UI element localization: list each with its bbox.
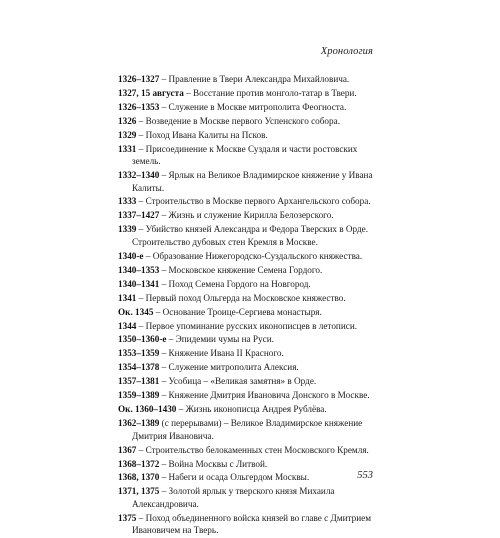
chronology-entry [118, 264, 380, 276]
entry-date: 1340–1341 [118, 278, 160, 289]
chronology-entry [118, 129, 380, 141]
entry-date: 1340-е [118, 250, 144, 261]
entry-date: 1340–1353 [118, 264, 160, 275]
entry-text: – Возведение в Москве первого Успенского собора. [136, 115, 340, 126]
entry-text: – Первое упоминание русских иконописцев в летописи. [136, 320, 358, 331]
chronology-entry [118, 333, 380, 345]
entry-date: 1344 [118, 320, 137, 331]
entry-text: – Восстание против монголо-татар в Твери. [183, 87, 357, 98]
chronology-entry [118, 417, 380, 442]
chronology-entry [118, 73, 380, 85]
chronology-entry [118, 320, 380, 332]
entry-text: – Поход Семена Гордого на Новгород. [159, 278, 311, 289]
entry-date: 1339 [118, 224, 137, 235]
entry-date: 1368–1372 [118, 458, 160, 469]
chronology-entry [118, 223, 380, 248]
chronology-entry [118, 485, 380, 510]
chronology-list [118, 73, 380, 538]
chronology-entry [118, 250, 380, 262]
entry-date: 1357–1381 [118, 376, 160, 387]
entry-text: – Княжение Ивана II Красного. [159, 348, 284, 359]
entry-date: 1331 [118, 143, 137, 154]
chronology-entry [118, 278, 380, 290]
entry-text: – Основание Троице-Сергиева монастыря. [153, 306, 322, 317]
entry-text: – Эпидемии чумы на Руси. [166, 334, 274, 345]
entry-date: Ок. 1360–1430 [118, 404, 177, 415]
entry-date: 1327, 15 августа [118, 87, 184, 98]
entry-date: 1326–1353 [118, 101, 160, 112]
entry-text: – Война Москвы с Литвой. [159, 458, 268, 469]
chronology-entry [118, 375, 380, 387]
chronology-entry [118, 292, 380, 304]
entry-date: 1337–1427 [118, 210, 160, 221]
entry-text: – Правление в Твери Александра Михайловича. [159, 74, 350, 84]
entry-text: – Усобица – «Великая замятня» в Орде. [159, 376, 317, 387]
entry-date: 1326 [118, 115, 137, 126]
entry-date: 1353–1359 [118, 348, 160, 359]
entry-text: – Убийство князей Александра и Федора Тверских в Орде. Строительство дубовых стен Кремля в Москве. [132, 224, 369, 247]
entry-date: 1375 [118, 512, 137, 523]
entry-text: – Поход Ивана Калиты на Псков. [136, 129, 268, 140]
chronology-entry [118, 512, 380, 537]
page-number: 553 [357, 470, 373, 481]
entry-date: 1341 [118, 292, 137, 303]
entry-date: 1326–1327 [118, 74, 160, 84]
entry-date: 1333 [118, 196, 137, 207]
entry-text: – Первый поход Ольгерда на Московское княжество. [136, 292, 346, 303]
entry-text: (с перерывами) – Великое Владимирское княжение Дмитрия Ивановича. [132, 418, 363, 441]
entry-date: 1368, 1370 [118, 472, 160, 483]
entry-date: 1371, 1375 [118, 486, 160, 497]
entry-date: 1362–1389 [118, 418, 160, 429]
entry-text: – Набеги и осада Ольгердом Москвы. [159, 472, 310, 483]
chronology-entry [118, 471, 380, 483]
entry-text: – Строительство в Москве первого Архангельского собора. [136, 196, 371, 207]
chronology-entry [118, 458, 380, 470]
chronology-entry [118, 389, 380, 401]
entry-text: – Жизнь и служение Кирилла Белозерского. [159, 210, 334, 221]
entry-text: – Строительство белокаменных стен Московского Кремля. [136, 444, 369, 455]
entry-text: – Поход объединенного войска князей во главе с Дмитрием Ивановичем на Тверь. [132, 512, 372, 536]
entry-text: – Княжение Дмитрия Ивановича Донского в Москве. [159, 390, 370, 401]
chronology-entry [118, 101, 380, 113]
entry-text: – Московское княжение Семена Гордого. [159, 264, 323, 275]
chronology-entry [118, 87, 380, 99]
entry-date: 1350–1360-е [118, 334, 167, 345]
entry-text: – Служение в Москве митрополита Феогноста. [159, 101, 347, 112]
entry-text: – Ярлык на Великое Владимирское княжение у Ивана Калиты. [132, 170, 373, 193]
chronology-entry [118, 444, 380, 456]
entry-date: 1367 [118, 444, 137, 455]
chronology-entry [118, 169, 380, 194]
entry-text: – Образование Нижегородско-Суздальского княжества. [143, 250, 363, 261]
chronology-entry [118, 195, 380, 207]
entry-text: – Жизнь иконописца Андрея Рублёва. [176, 404, 327, 415]
entry-date: Ок. 1345 [118, 306, 154, 317]
chronology-entry [118, 361, 380, 373]
chronology-entry [118, 347, 380, 359]
entry-text: – Служение митрополита Алексия. [159, 362, 299, 373]
entry-date: 1329 [118, 129, 137, 140]
chronology-entry [118, 143, 380, 168]
entry-text: – Присоединение к Москве Суздаля и части ростовских земель. [132, 143, 358, 167]
entry-date: 1332–1340 [118, 170, 160, 181]
entry-date: 1359–1389 [118, 390, 160, 401]
chronology-entry [118, 115, 380, 127]
chronology-entry [118, 209, 380, 221]
entry-date: 1354–1378 [118, 362, 160, 373]
running-head: Хронология [320, 46, 373, 57]
chronology-entry [118, 306, 380, 318]
chronology-entry [118, 403, 380, 415]
entry-text: – Золотой ярлык у тверского князя Михаила Александровича. [132, 486, 335, 509]
